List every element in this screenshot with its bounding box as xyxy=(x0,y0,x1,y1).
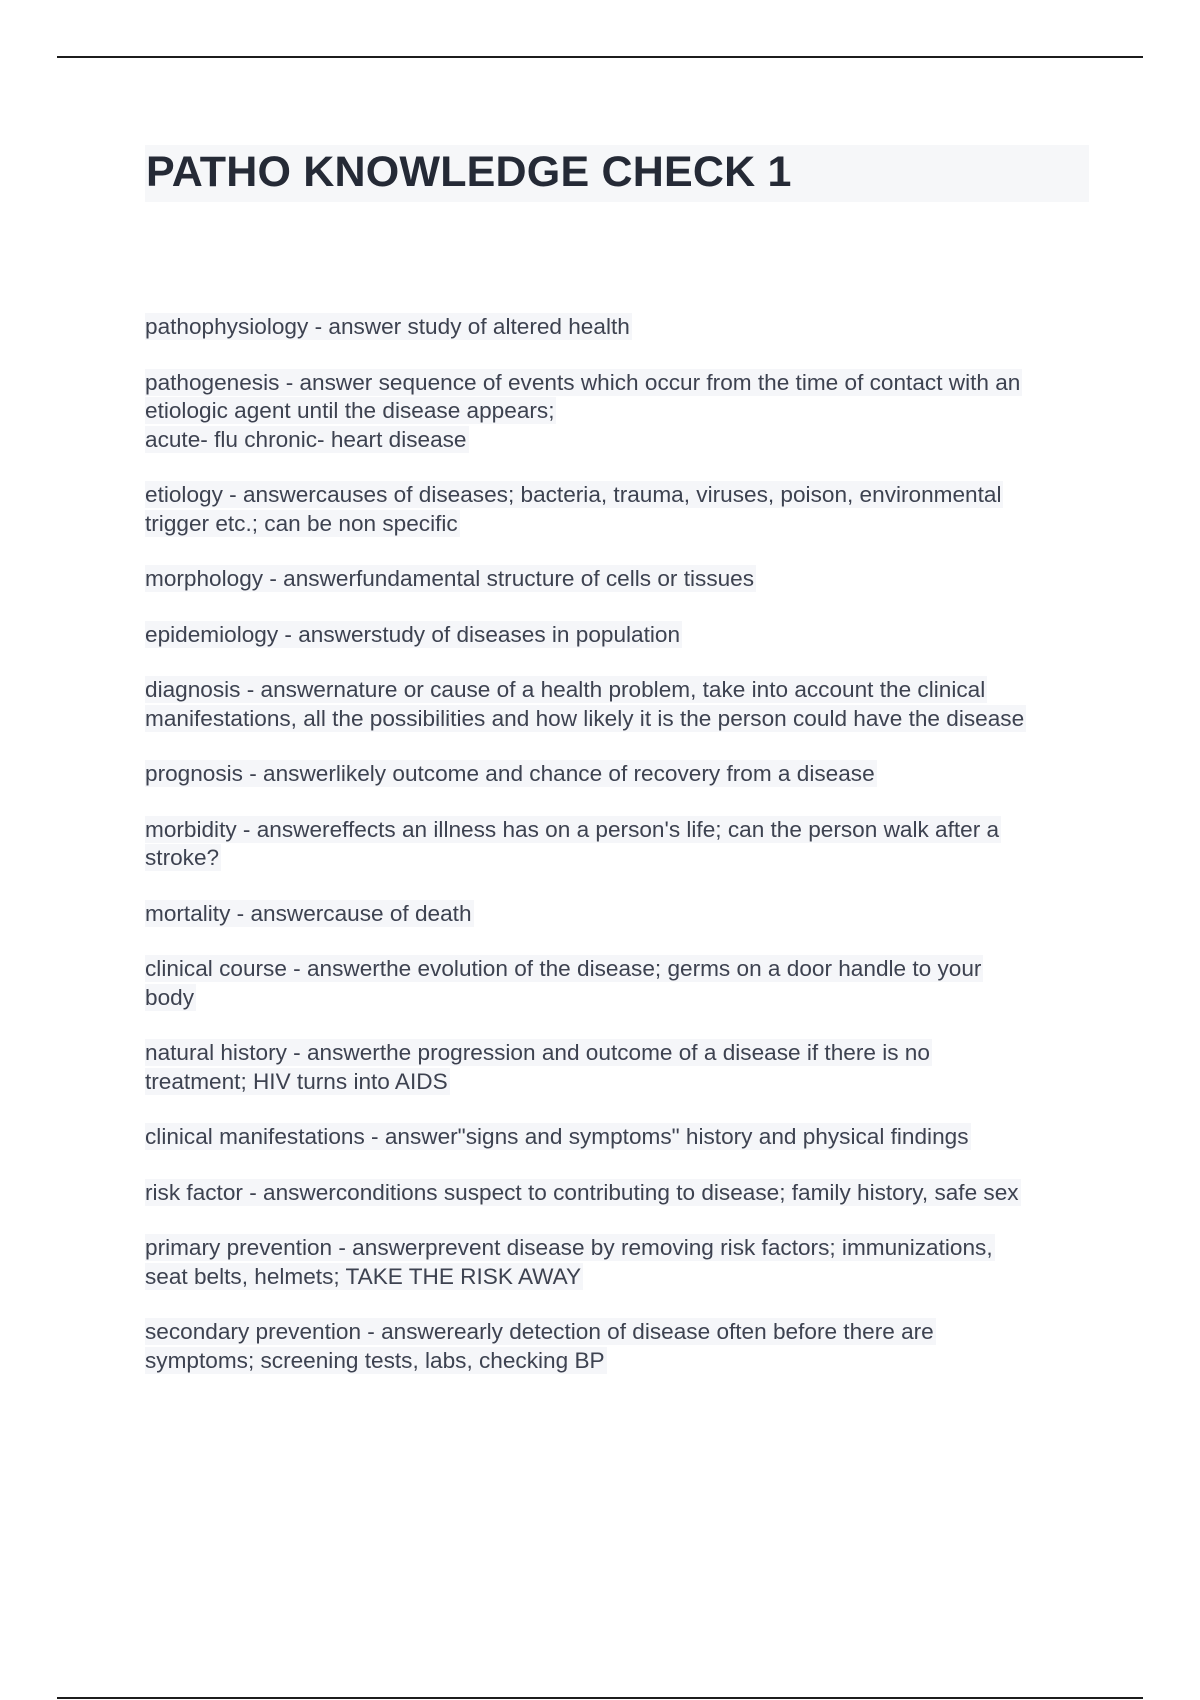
entry-primary-prevention xyxy=(145,1234,1090,1291)
entry-line: treatment; HIV turns into AIDS xyxy=(145,1068,448,1094)
entry-line: risk factor - answerconditions suspect to contributing to disease; family history, safe sex xyxy=(145,1179,1019,1205)
entry-line: acute- flu chronic- heart disease xyxy=(145,426,467,452)
entry-line: pathogenesis - answer sequence of events which occur from the time of contact with an xyxy=(145,369,1021,395)
entry-clinical-manifestations xyxy=(145,1123,1090,1152)
entry-line: pathophysiology - answer study of altered health xyxy=(145,314,630,339)
term-definition-list xyxy=(145,313,1090,1402)
entry-line: morphology - answerfundamental structure of cells or tissues xyxy=(145,566,755,591)
entry-line: diagnosis - answernature or cause of a health problem, take into account the clinical xyxy=(145,677,986,702)
entry-line: seat belts, helmets; TAKE THE RISK AWAY xyxy=(145,1263,582,1289)
entry-etiology xyxy=(145,481,1090,538)
entry-line: mortality - answercause of death xyxy=(145,900,472,926)
entry-morbidity xyxy=(145,816,1090,873)
entry-line: body xyxy=(145,984,194,1010)
entry-line: prognosis - answerlikely outcome and chance of recovery from a disease xyxy=(145,761,875,786)
entry-line: etiologic agent until the disease appears; xyxy=(145,398,555,423)
entry-secondary-prevention xyxy=(145,1318,1090,1375)
entry-diagnosis xyxy=(145,676,1090,733)
entry-epidemiology xyxy=(145,621,1090,650)
entry-risk-factor xyxy=(145,1179,1090,1208)
entry-line: clinical course - answerthe evolution of the disease; germs on a door handle to your xyxy=(145,956,982,981)
entry-line: clinical manifestations - answer"signs and symptoms" history and physical findings xyxy=(145,1124,969,1149)
entry-line: natural history - answerthe progression and outcome of a disease if there is no xyxy=(145,1040,930,1065)
entry-pathogenesis xyxy=(145,369,1090,455)
document-title: PATHO KNOWLEDGE CHECK 1 xyxy=(146,148,792,196)
entry-line: morbidity - answereffects an illness has on a person's life; can the person walk after a xyxy=(145,816,1000,842)
entry-line: secondary prevention - answerearly detection of disease often before there are xyxy=(145,1319,934,1344)
entry-mortality xyxy=(145,900,1090,929)
bottom-divider xyxy=(57,1697,1143,1699)
entry-line: stroke? xyxy=(145,845,220,870)
entry-line: etiology - answercauses of diseases; bacteria, trauma, viruses, poison, environmental xyxy=(145,482,1002,507)
top-divider xyxy=(57,56,1143,58)
entry-morphology xyxy=(145,565,1090,594)
entry-pathophysiology xyxy=(145,313,1090,342)
entry-prognosis xyxy=(145,760,1090,789)
entry-line: trigger etc.; can be non specific xyxy=(145,510,458,536)
entry-clinical-course xyxy=(145,955,1090,1012)
entry-line: epidemiology - answerstudy of diseases in population xyxy=(145,621,681,647)
entry-line: symptoms; screening tests, labs, checking BP xyxy=(145,1347,605,1373)
entry-line: primary prevention - answerprevent disease by removing risk factors; immunizations, xyxy=(145,1235,993,1260)
entry-line: manifestations, all the possibilities and how likely it is the person could have the disease xyxy=(145,705,1025,731)
title-block xyxy=(145,145,1089,202)
entry-natural-history xyxy=(145,1039,1090,1096)
